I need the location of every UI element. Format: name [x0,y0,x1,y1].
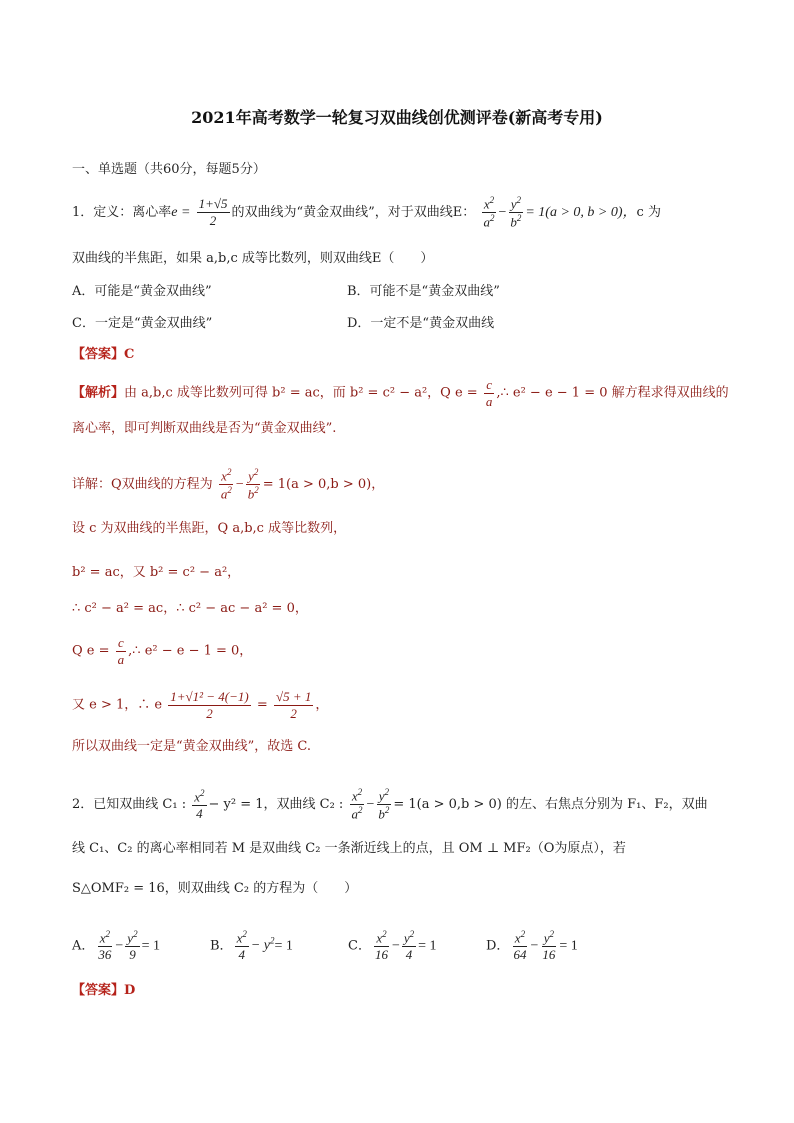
q1-step-2: b² = ac，又 b² = c² − a²， [72,565,241,580]
q2-option-a: A． $\frac{x^2}{36}$ − $\frac{y^2}{9}$ = 1 [72,929,160,962]
q1-analysis-line2: 离心率，即可判断双曲线是否为“黄金双曲线”. [72,421,337,436]
q1-conclusion: 所以双曲线一定是“黄金双曲线”，故选 C. [72,739,312,754]
q2-answer: 【答案】D [72,983,136,998]
q2-stem-line2: 线 C₁、C₂ 的离心率相同若 M 是双曲线 C₂ 一条渐近线上的点，且 OM ⊥ MF₂（O为原点），若 [72,841,626,856]
q1-answer: 【答案】C [72,347,135,362]
q1-analysis-line1: 【解析】由 a,b,c 成等比数列可得 b² = ac，而 b² = c² − a²，Q e = $\frac{c}{a}$ ,∴ e² − e − 1 = 0 解方程求得双曲线的 [72,377,729,409]
q1-step-4: Q e = $\frac{c}{a}$ ,∴ e² − e − 1 = 0， [72,635,253,667]
q2-stem-line3: S△OMF₂ = 16，则双曲线 C₂ 的方程为（ ） [72,881,358,896]
q2-option-c: C． $\frac{x^2}{16}$ − $\frac{y^2}{4}$ = 1 [348,929,437,962]
golden-ratio-fraction: $\frac{1+√5}{2}$ [198,196,228,228]
page-title: 2021年高考数学一轮复习双曲线创优测评卷(新高考专用) [191,108,603,127]
q1-option-a: A．可能是“黄金双曲线” [72,284,212,299]
q1-step-3: ∴ c² − a² = ac，∴ c² − ac − a² = 0， [72,601,308,616]
q1-detail-line: 详解：Q双曲线的方程为 $\frac{x^2}{a^2}$ − $\frac{y^2}{b^2}$ = 1(a > 0,b > 0)， [72,467,385,502]
q1-option-b: B．可能不是“黄金双曲线” [347,284,500,299]
q1-option-d: D．一定不是“黄金双曲线 [347,316,495,331]
q2-option-b: B． $\frac{x^2}{4}$ − $y^2= 1$ [210,929,293,962]
q2-stem-line1: 2．已知双曲线 C₁ : $\frac{x^2}{4}$ − y² = 1，双曲线 C₂ : $\frac{x^2}{a^2}$ − $\frac{y^2}{b^2}$ = 1(a > 0,b > 0) 的左、右焦点分别为 F₁、F₂，双曲 [72,787,708,822]
q1-step-1: 设 c 为双曲线的半焦距，Q a,b,c 成等比数列， [72,521,347,536]
section-heading: 一、单选题（共60分，每题5分） [72,162,266,177]
y2-over-b2: $\frac{y^2}{b^2}$ [510,195,522,230]
q1-stem-line2: 双曲线的半焦距，如果 a,b,c 成等比数列，则双曲线E（ ） [72,251,434,266]
q1-step-5: 又 e > 1，∴ e $\frac{\text{1+√1² − 4(−1)}}{2}$ = $\frac{√5 + 1}{2}$ ， [72,689,329,721]
q2-option-d: D． $\frac{x^2}{64}$ − $\frac{y^2}{16}$ = 1 [486,929,578,962]
x2-over-a2: $\frac{x^2}{a^2}$ [483,195,495,230]
q1-stem-line1: 1．定义：离心率e = $\frac{1+√5}{2}$ 的双曲线为“黄金双曲线”，对于双曲线E： $\frac{x^2}{a^2}$ − $\frac{y^2}{b^2}$ = 1(a > 0, b > 0)，c 为 [72,195,661,230]
q1-option-c: C．一定是“黄金双曲线” [72,316,213,331]
